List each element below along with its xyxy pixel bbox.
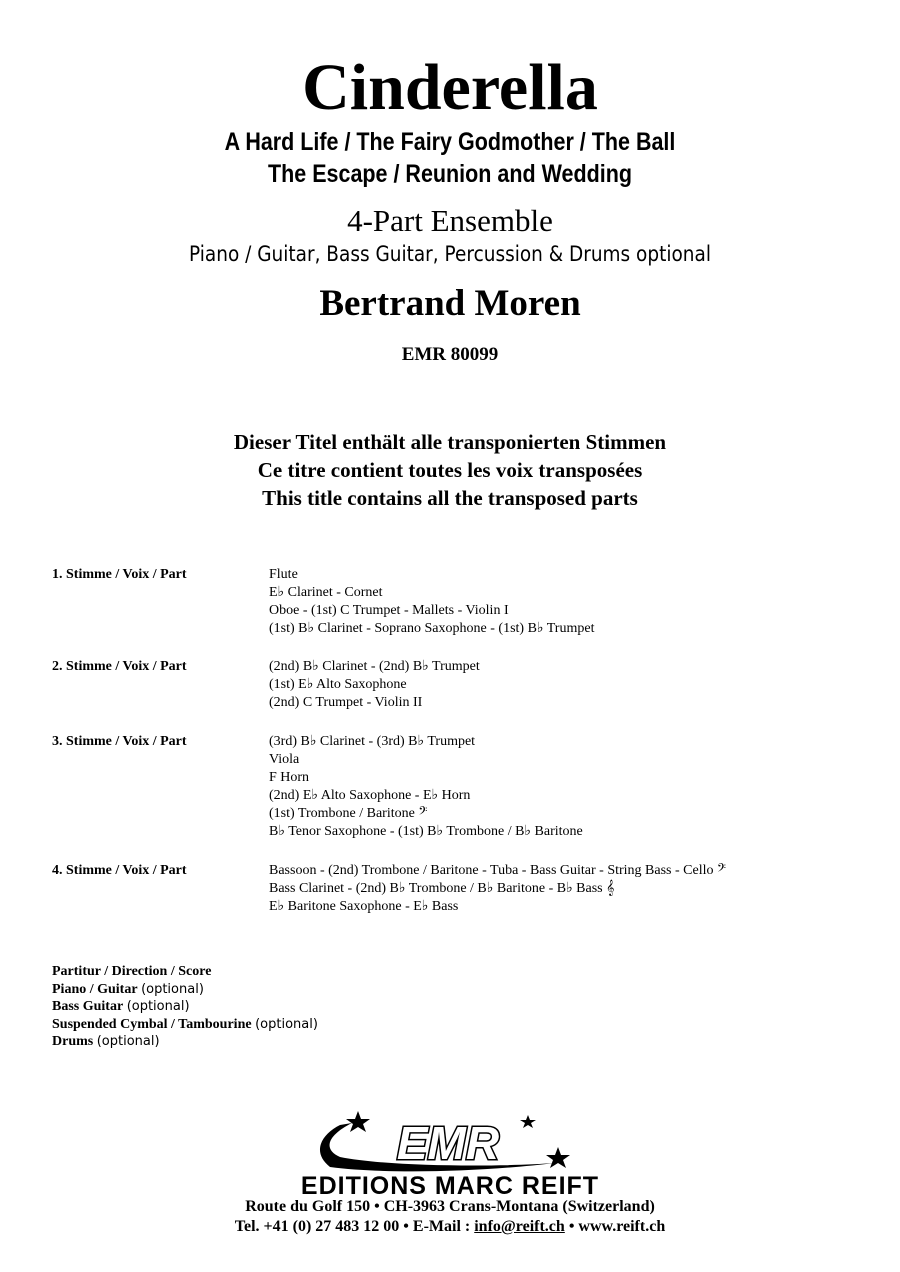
instrument-line: (2nd) E♭ Alto Saxophone - E♭ Horn [269,788,471,803]
instrument-line: F Horn [269,770,310,785]
publisher-address: Route du Golf 150 • CH-3963 Crans-Montana (Switzerland) [245,1198,655,1215]
instrument-line: Oboe - (1st) C Trumpet - Mallets - Violin I [269,603,509,618]
additional-parts [52,963,318,1051]
part-4-instruments [269,862,726,916]
email-link[interactable]: info@reift.ch [474,1218,565,1235]
instrument-line: (2nd) B♭ Clarinet - (2nd) B♭ Trumpet [269,659,480,674]
instrument-line: B♭ Tenor Saxophone - (1st) B♭ Trombone / B♭ Baritone [269,824,583,839]
extra-item: Partitur / Direction / Score [52,964,212,979]
extra-item: Suspended Cymbal / Tambourine (optional) [52,1016,318,1032]
part-2-instruments [269,658,480,712]
part-3-instruments [269,733,583,841]
instrument-line: (1st) Trombone / Baritone 𝄢 [269,806,428,821]
page-title: Cinderella [302,51,598,124]
instrument-line: E♭ Baritone Saxophone - E♭ Bass [269,899,459,914]
instrument-line: Viola [269,752,300,767]
extra-item: Drums (optional) [52,1034,160,1049]
part-3-label: 3. Stimme / Voix / Part [52,734,187,749]
part-2-label: 2. Stimme / Voix / Part [52,659,187,674]
notice-french: Ce titre contient toutes les voix transposées [257,458,643,482]
publisher-name: EDITIONS MARC REIFT [300,1172,600,1200]
ensemble-type: 4-Part Ensemble [347,203,553,238]
composer-name: Bertrand Moren [319,283,581,324]
catalog-number: EMR 80099 [401,344,499,365]
subtitle-line-1: A Hard Life / The Fairy Godmother / The Ball [224,128,676,156]
instrument-line: (2nd) C Trumpet - Violin II [269,695,423,710]
subtitle-line-2: The Escape / Reunion and Wedding [268,160,632,188]
instrument-line: (1st) E♭ Alto Saxophone [269,677,407,692]
publisher-contact: Tel. +41 (0) 27 483 12 00 • E-Mail : info@reift.ch • www.reift.ch [234,1218,666,1235]
extra-item: Piano / Guitar (optional) [52,981,204,997]
extra-item: Bass Guitar (optional) [52,999,190,1014]
notice-english: This title contains all the transposed parts [262,486,638,510]
part-1-label: 1. Stimme / Voix / Part [52,567,187,582]
instrument-line: (1st) B♭ Clarinet - Soprano Saxophone - (1st) B♭ Trumpet [269,621,595,636]
part-1-instruments [269,566,594,638]
instrument-line: Flute [269,567,298,582]
notice-german: Dieser Titel enthält alle transponierten Stimmen [233,430,667,454]
instrument-line: Bassoon - (2nd) Trombone / Baritone - Tuba - Bass Guitar - String Bass - Cello 𝄢 [269,863,726,878]
instrumentation: Piano / Guitar, Bass Guitar, Percussion & Drums optional [189,242,711,266]
instrument-line: E♭ Clarinet - Cornet [269,585,383,600]
part-4-label: 4. Stimme / Voix / Part [52,863,187,878]
instrument-line: (3rd) B♭ Clarinet - (3rd) B♭ Trumpet [269,734,476,749]
emr-logo [300,1105,600,1177]
instrument-line: Bass Clarinet - (2nd) B♭ Trombone / B♭ Baritone - B♭ Bass 𝄞 [269,881,615,896]
svg-text:EMR: EMR [396,1117,500,1169]
